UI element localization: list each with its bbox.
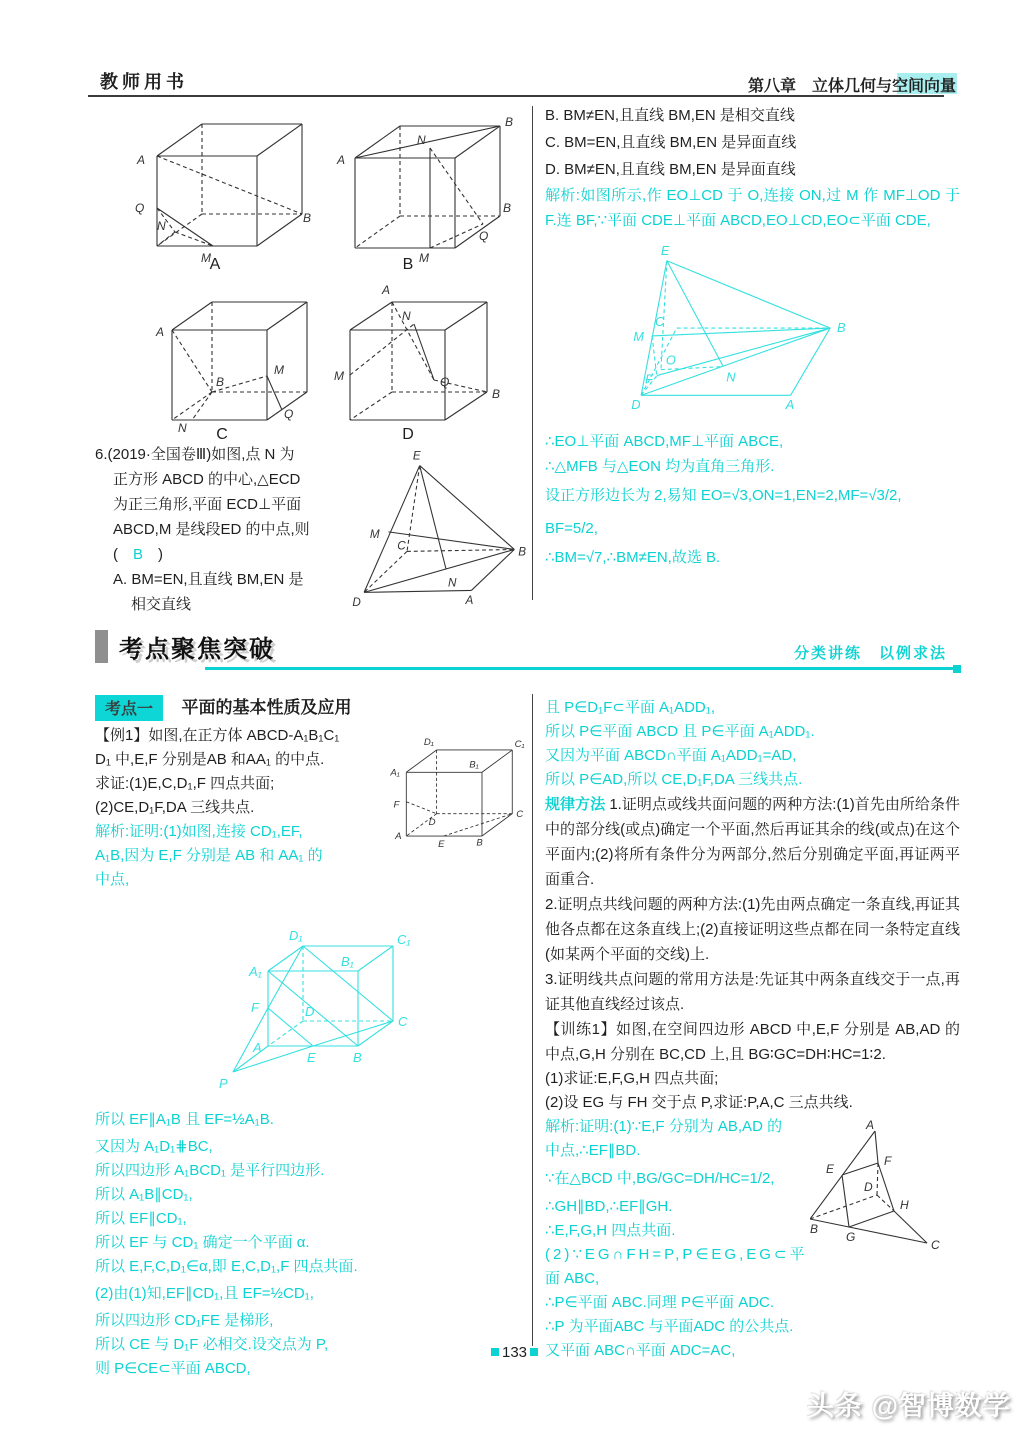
training1-q1: (1)求证:E,F,G,H 四点共面; xyxy=(545,1070,719,1087)
svg-text:A: A xyxy=(253,1040,262,1055)
banner-slogan: 分类讲练 以例求法 xyxy=(793,645,947,662)
example1-line: 求证:(1)E,C,D₁,F 四点共面; xyxy=(95,775,275,792)
banner-title: 考点聚焦突破 xyxy=(119,636,275,663)
tsol-line: (2)∵EG∩FH=P,P∈EG,EG⊂平 xyxy=(545,1246,808,1263)
tsol-line: ∴P 为平面ABC 与平面ADC 的公共点. xyxy=(545,1318,794,1335)
svg-text:B: B xyxy=(503,201,512,215)
proof-line: 所以 P∈平面 ABCD 且 P∈平面 A₁ADD₁. xyxy=(545,723,815,740)
svg-text:E: E xyxy=(412,449,421,463)
method-rule-1 xyxy=(545,792,960,892)
svg-text:H: H xyxy=(900,1198,909,1212)
figure-caption-a: A xyxy=(209,256,221,273)
training1-problem: 【训练1】如图,在空间四边形 ABCD 中,E,F 分别是 AB,AD 的中点,G,H 分别在 BC,CD 上,且 BG∶GC=DH∶HC=1∶2. xyxy=(545,1021,960,1063)
header-chapter-title: 第八章 立体几何与空间向量 xyxy=(747,78,956,95)
proof-line: 则 P∈CE⊂平面 ABCD, xyxy=(95,1360,251,1377)
svg-text:Q: Q xyxy=(440,375,450,389)
svg-text:N: N xyxy=(726,369,736,385)
svg-text:E: E xyxy=(826,1162,835,1176)
q6-option-a: A. BM=EN,且直线 BM,EN 是 xyxy=(113,571,304,588)
svg-text:A: A xyxy=(156,325,165,339)
svg-text:B: B xyxy=(810,1222,819,1236)
svg-text:Q: Q xyxy=(135,201,145,215)
svg-text:B: B xyxy=(216,375,225,389)
tsol-line: 面 ABC, xyxy=(545,1270,600,1287)
watermark: 头条 @智博数学 xyxy=(807,1391,1011,1421)
proof-line: 所以 E,F,C,D₁∈α,即 E,C,D₁,F 四点共面. xyxy=(95,1258,358,1275)
svg-text:D: D xyxy=(631,397,641,413)
solution-line: 设正方形边长为 2,易知 EO=√3,ON=1,EN=2,MF=√3/2, xyxy=(545,487,902,504)
column-divider-bottom xyxy=(532,694,533,1346)
example1-block xyxy=(95,724,529,892)
svg-text:C: C xyxy=(398,1014,408,1029)
figure-caption-c: C xyxy=(216,426,228,443)
option-c: C. BM=EN,且直线 BM,EN 是异面直线 xyxy=(545,134,797,151)
figure-solution-pyramid xyxy=(550,239,946,427)
proof-line: 所以 EF 与 CD₁ 确定一个平面 α. xyxy=(95,1234,310,1251)
q6-line: ABCD,M 是线段ED 的中点,则 xyxy=(113,521,310,538)
svg-text:N: N xyxy=(417,133,426,147)
svg-text:E: E xyxy=(438,839,445,851)
solution-line: ∴EO⊥平面 ABCD,MF⊥平面 ABCE, xyxy=(545,433,784,450)
svg-text:F: F xyxy=(251,1000,259,1015)
proof-line: 所以 A₁B∥CD₁, xyxy=(95,1186,193,1203)
q6-analysis-text: 解析:如图所示,作 EO⊥CD 于 O,连接 ON,过 M 作 MF⊥OD 于 F.连 BF,∵平面 CDE⊥平面 ABCD,EO⊥CD,EO⊂平面 CDE, xyxy=(545,187,960,229)
q6-line: 正方形 ABCD 的中心,△ECD xyxy=(113,471,301,488)
training1-q2: (2)设 EG 与 FH 交于点 P,求证:P,A,C 三点共线. xyxy=(545,1094,853,1111)
svg-text:O: O xyxy=(665,352,676,368)
tsol-line: 解析:证明:(1)∵E,F 分别为 AB,AD 的 xyxy=(545,1118,783,1135)
proof-line: 所以四边形 A₁BCD₁ 是平行四边形. xyxy=(95,1162,325,1179)
option-b: B. BM≠EN,且直线 BM,EN 是相交直线 xyxy=(545,107,795,124)
svg-text:C: C xyxy=(654,314,665,330)
svg-text:M: M xyxy=(274,363,284,377)
proof-line: 所以 P∈AD,所以 CE,D₁F,DA 三线共点. xyxy=(545,771,803,788)
bottom-left-column xyxy=(95,724,529,1381)
figure-solution-cube xyxy=(213,896,428,1101)
svg-text:G: G xyxy=(846,1230,856,1244)
svg-text:D₁: D₁ xyxy=(289,928,303,943)
example1-line: D₁ 中,E,F 分别是AB 和AA₁ 的中点. xyxy=(95,751,325,768)
svg-text:B: B xyxy=(837,320,846,336)
training1-solution xyxy=(545,1115,960,1363)
solution-line: ∴BM=√7,∴BM≠EN,故选 B. xyxy=(545,549,721,566)
svg-text:A₁: A₁ xyxy=(390,767,400,779)
question-6 xyxy=(95,442,529,617)
svg-text:M: M xyxy=(201,251,211,265)
svg-text:D: D xyxy=(428,816,436,828)
svg-text:F: F xyxy=(393,799,400,811)
banner-underline xyxy=(205,667,953,670)
figure-question6-pyramid xyxy=(327,444,527,612)
svg-text:B: B xyxy=(303,211,312,225)
example1-line: (2)CE,D₁F,DA 三线共点. xyxy=(95,799,255,816)
footer-square-right xyxy=(530,1348,538,1356)
svg-text:E: E xyxy=(307,1050,316,1065)
solution-line: ∴△MFB 与△EON 均为直角三角形. xyxy=(545,458,775,475)
method-rule-label: 规律方法 xyxy=(545,796,606,813)
tsol-line: ∵在△BCD 中,BG/GC=DH/HC=1/2, xyxy=(545,1170,775,1187)
banner-left-bar xyxy=(95,630,108,663)
svg-text:N: N xyxy=(447,576,457,590)
svg-text:F: F xyxy=(884,1154,892,1168)
top-left-column xyxy=(95,104,529,612)
svg-text:F: F xyxy=(645,371,653,387)
figure-training1-quadrilateral xyxy=(810,1119,960,1253)
kaodian-heading xyxy=(95,693,351,721)
figure-cube-option-d xyxy=(330,280,508,444)
proof-line: 所以 EF∥A₁B 且 EF=½A₁B. xyxy=(95,1111,274,1128)
kaodian-badge: 考点一 xyxy=(95,695,163,721)
svg-text:A: A xyxy=(465,594,474,608)
q6-option-a-wrap: 相交直线 xyxy=(131,596,192,613)
svg-text:A₁: A₁ xyxy=(249,964,262,979)
solution-line: BF=5/2, xyxy=(545,520,598,537)
tsol-line: ∴GH∥BD,∴EF∥GH. xyxy=(545,1198,673,1215)
top-right-column xyxy=(545,102,960,570)
svg-text:B₁: B₁ xyxy=(469,759,479,771)
svg-text:Q: Q xyxy=(479,229,489,243)
method-rule-2: 2.证明点共线问题的两种方法:(1)先由两点确定一条直线,再证其他各点都在这条直线上;(2)直接证明这些点都在同一条特定直线(如某两个平面的交线)上. xyxy=(545,896,960,963)
svg-text:A: A xyxy=(337,153,346,167)
figure-caption-d: D xyxy=(402,426,414,443)
proof-line: (2)由(1)知,EF∥CD₁,且 EF=½CD₁, xyxy=(95,1285,314,1302)
kaodian-title: 平面的基本性质及应用 xyxy=(181,698,352,717)
svg-text:A: A xyxy=(137,153,146,167)
svg-text:Q: Q xyxy=(284,407,294,421)
svg-text:D: D xyxy=(864,1180,873,1194)
option-d: D. BM≠EN,且直线 BM,EN 是异面直线 xyxy=(545,161,796,178)
svg-text:B: B xyxy=(505,115,514,129)
svg-text:N: N xyxy=(402,309,411,323)
method-rule-1-text: 1.证明点或线共面问题的两种方法:(1)首先由所给条件中的部分线(或点)确定一个平面,然后再证其余的线(或点)在这个平面内;(2)将所有条件分为两部分,然后分别确定平面,再证两平面重合. xyxy=(545,796,960,888)
tsol-line: ∴E,F,G,H 四点共面. xyxy=(545,1222,676,1239)
proof-line: 所以 CE 与 D₁F 必相交.设交点为 P, xyxy=(95,1336,329,1353)
q6-answer: B xyxy=(133,546,144,563)
proof-line: 又因为平面 ABCD∩平面 A₁ADD₁=AD, xyxy=(545,747,797,764)
svg-text:M: M xyxy=(419,251,429,265)
example1-line: 【例1】如图,在正方体 ABCD-A₁B₁C₁ xyxy=(95,727,340,744)
bottom-right-column xyxy=(545,696,960,1363)
svg-text:C: C xyxy=(516,808,524,820)
svg-text:C₁: C₁ xyxy=(514,738,525,750)
tsol-line: ∴P∈平面 ABC.同理 P∈平面 ADC. xyxy=(545,1294,775,1311)
example1-analysis-line: 中点, xyxy=(95,871,130,888)
svg-text:A: A xyxy=(382,283,391,297)
svg-text:N: N xyxy=(178,421,187,435)
svg-text:E: E xyxy=(660,242,670,258)
svg-text:C₁: C₁ xyxy=(397,932,411,947)
svg-text:B: B xyxy=(353,1050,362,1065)
svg-text:A: A xyxy=(866,1119,875,1132)
q6-paren-close: ) xyxy=(143,546,164,563)
method-rule-3: 3.证明线共点问题的常用方法是:先证其中两条直线交于一点,再证其他直线经过该点. xyxy=(545,971,960,1013)
svg-text:D₁: D₁ xyxy=(423,737,434,749)
proof-line: 又因为 A₁D₁⋕BC, xyxy=(95,1138,213,1155)
svg-text:B: B xyxy=(518,545,527,559)
figure-cube-option-a xyxy=(133,108,313,270)
tsol-line: 又平面 ABC∩平面 ADC=AC, xyxy=(545,1342,736,1359)
section-banner xyxy=(95,627,961,673)
q6-paren-open: ( xyxy=(113,546,133,563)
banner-end-square xyxy=(953,665,961,673)
example1-analysis-line: A₁B,因为 E,F 分别是 AB 和 AA₁ 的 xyxy=(95,847,323,864)
header-book-title: 教师用书 xyxy=(100,72,188,92)
svg-text:B: B xyxy=(492,387,501,401)
figure-cube-option-c xyxy=(150,284,322,442)
svg-text:N: N xyxy=(157,219,166,233)
svg-text:M: M xyxy=(334,369,344,383)
figure-example1-cube xyxy=(384,726,529,852)
example1-analysis-line: 解析:证明:(1)如图,连接 CD₁,EF, xyxy=(95,823,303,840)
tsol-line: 中点,∴EF∥BD. xyxy=(545,1142,641,1159)
column-divider-top xyxy=(532,106,533,600)
svg-text:D: D xyxy=(352,596,361,610)
svg-text:C: C xyxy=(397,539,406,553)
svg-text:D: D xyxy=(305,1004,315,1019)
q6-line: 6.(2019·全国卷Ⅲ)如图,点 N 为 xyxy=(95,446,295,463)
q6-line: 为正三角形,平面 ECD⊥平面 xyxy=(113,496,302,513)
svg-text:A: A xyxy=(785,397,795,413)
svg-text:B: B xyxy=(476,837,483,849)
figure-cube-option-b xyxy=(333,104,523,276)
footer-square-left xyxy=(491,1348,499,1356)
svg-text:C: C xyxy=(931,1238,940,1252)
page-footer xyxy=(0,1344,1029,1361)
proof-line: 所以 EF∥CD₁, xyxy=(95,1210,187,1227)
svg-text:B₁: B₁ xyxy=(341,954,354,969)
svg-text:A: A xyxy=(395,831,402,843)
proof-line: 且 P∈D₁F⊂平面 A₁ADD₁, xyxy=(545,699,715,716)
page-number: 133 xyxy=(501,1344,528,1361)
proof-line: 所以四边形 CD₁FE 是梯形, xyxy=(95,1312,274,1329)
figure-caption-b: B xyxy=(402,256,414,273)
svg-text:P: P xyxy=(219,1076,228,1091)
svg-text:M: M xyxy=(369,527,380,541)
svg-text:M: M xyxy=(633,328,644,344)
